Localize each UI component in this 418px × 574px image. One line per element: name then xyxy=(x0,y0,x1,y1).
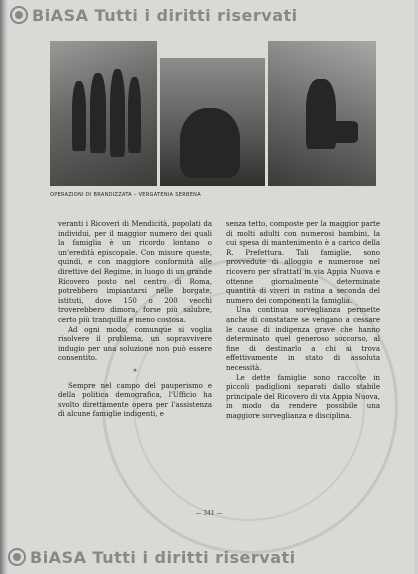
photo-caption: OPERAZIONI DI BRANDIZZATA – VERGATENIA SERBENA xyxy=(50,192,201,198)
paragraph: Le dette famiglie sono raccolte in piccoli padiglioni separati dallo stabile principale del Ricovero di via Appia Nuova, in modo da rendere possibile una maggiore sorveglianza e disciplina. xyxy=(226,373,380,420)
paragraph: Una continua sorveglianza permette anche di constatare se vengano a cessare le cause di indigenza grave che hanno determinato quel generoso soccorso, al fine di destinarlo a chi si trova effettivamente in stato di assoluta necessità. xyxy=(226,306,380,372)
section-divider: * xyxy=(133,367,137,376)
page-binding-edge xyxy=(0,0,8,574)
watermark-bottom xyxy=(8,548,296,567)
photo-center xyxy=(160,58,265,186)
text-column-right xyxy=(226,220,380,421)
photo-right xyxy=(268,41,376,186)
paragraph: Sempre nel campo del pauperismo e della politica demografica, l'Ufficio ha svolto direttamente opera per l'assistenza di alcune famiglie indigenti, e xyxy=(58,381,212,419)
biasa-logo-icon xyxy=(10,6,28,24)
paragraph: senza tetto, composte per la maggior parte di molti adulti con numerosi bambini, la cui spesa di mantenimento è a carico della R. Prefettura. Tali famiglie, sono provvedute di alloggio e numerose nel ricovero per sfrattati in via Appia Nuova e ottenne giornalmente determinate quantità di viveri in ratina a seconda del numero dei componenti la famiglia. xyxy=(226,220,380,305)
watermark-top xyxy=(10,6,298,25)
watermark-top-text: BiASA Tutti i diritti riservati xyxy=(32,6,298,25)
biasa-logo-icon xyxy=(8,548,26,566)
paragraph: veranti i Ricoveri di Mendicità, popolati da individui, per il maggior numero dei quali la famiglia è un ricordo lontano o un'eredità episcopale. Con misure queste, quindi, e con maggiore conformità alle direttive del Regime, in luogo di un grande Ricovero posto nel centro di Roma, potrebbero impiantarsi nelle borgate, istituti, dove 150 o 200 vecchi troverebbero dimora, forse più salubre, certo più tranquilla e meno costosa. xyxy=(58,220,212,324)
text-column-left xyxy=(58,220,212,420)
page-number: — 341 — xyxy=(195,510,223,517)
photo-left xyxy=(50,41,157,186)
watermark-bottom-text: BiASA Tutti i diritti riservati xyxy=(30,548,296,567)
paragraph: Ad ogni modo, comunque si voglia risolvere il problema, un sopravvivere indugio per una soluzione non può essere consentito. xyxy=(58,325,212,363)
